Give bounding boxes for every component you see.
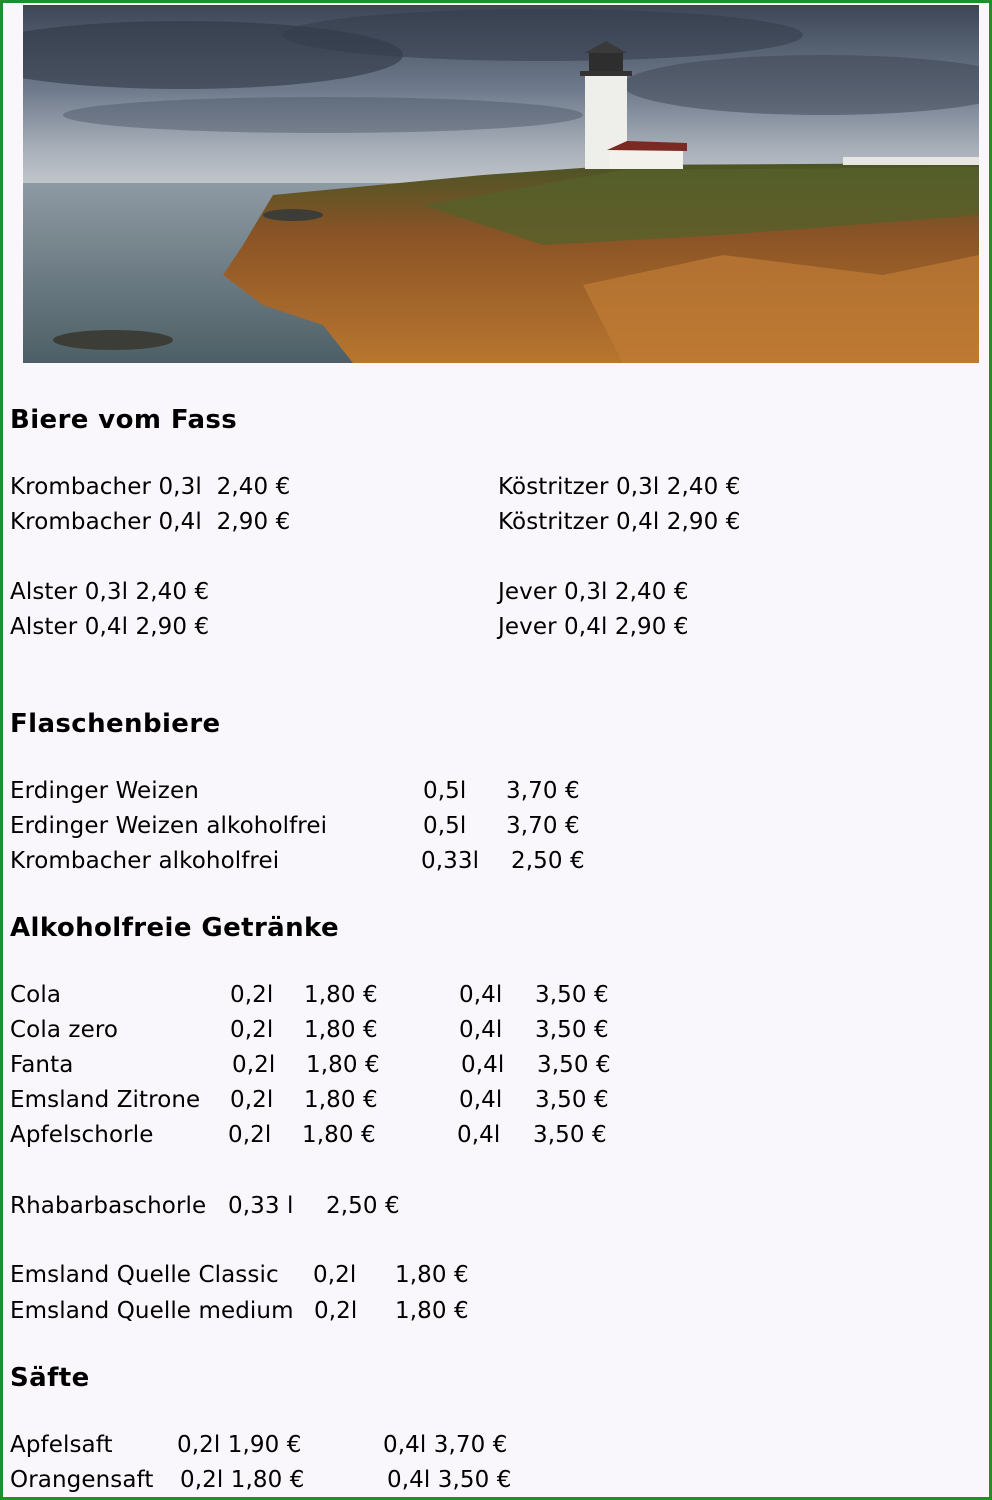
- section-heading-fassbier: Biere vom Fass: [10, 405, 238, 435]
- section-heading-flaschenbier: Flaschenbiere: [10, 709, 221, 739]
- list-item: Köstritzer 0,3l 2,40 €: [498, 474, 741, 500]
- item-price: 1,80 €: [395, 1298, 469, 1324]
- list-item: Jever 0,4l 2,90 €: [498, 614, 689, 640]
- item-size: 0,2l: [313, 1262, 357, 1288]
- item-size: 0,2l: [232, 1052, 276, 1078]
- list-item: Alster 0,4l 2,90 €: [10, 614, 210, 640]
- list-item: Krombacher 0,4l 2,90 €: [10, 509, 291, 535]
- item-price: 3,50 €: [535, 1017, 609, 1043]
- item-price: 2,50 €: [511, 848, 585, 874]
- list-item: Krombacher 0,3l 2,40 €: [10, 474, 291, 500]
- section-heading-alkoholfrei: Alkoholfreie Getränke: [10, 913, 340, 943]
- item-price: 0,4l 3,50 €: [387, 1467, 512, 1493]
- item-price: 0,2l 1,90 €: [177, 1432, 302, 1458]
- item-size: 0,2l: [230, 982, 274, 1008]
- item-price: 2,50 €: [326, 1193, 400, 1219]
- item-price: 3,50 €: [535, 1087, 609, 1113]
- item-name: Emsland Quelle Classic: [10, 1262, 279, 1288]
- item-size: 0,4l: [457, 1122, 501, 1148]
- item-size: 0,5l: [423, 813, 467, 839]
- item-price: 1,80 €: [304, 1017, 378, 1043]
- item-name: Cola: [10, 982, 62, 1008]
- item-size: 0,2l: [230, 1017, 274, 1043]
- list-item: Alster 0,3l 2,40 €: [10, 579, 210, 605]
- item-price: 3,50 €: [535, 982, 609, 1008]
- item-price: 3,70 €: [506, 813, 580, 839]
- item-size: 0,33 l: [228, 1193, 294, 1219]
- list-item: Köstritzer 0,4l 2,90 €: [498, 509, 741, 535]
- item-price: 3,70 €: [506, 778, 580, 804]
- item-name: Erdinger Weizen alkoholfrei: [10, 813, 328, 839]
- list-item: Jever 0,3l 2,40 €: [498, 579, 689, 605]
- item-name: Emsland Zitrone: [10, 1087, 201, 1113]
- lighthouse-photo: [23, 5, 979, 363]
- item-size: 0,5l: [423, 778, 467, 804]
- item-size: 0,4l: [461, 1052, 505, 1078]
- item-name: Krombacher alkoholfrei: [10, 848, 280, 874]
- item-size: 0,2l: [228, 1122, 272, 1148]
- item-price: 1,80 €: [304, 1087, 378, 1113]
- item-price: 1,80 €: [304, 982, 378, 1008]
- item-price: 1,80 €: [395, 1262, 469, 1288]
- item-price: 3,50 €: [537, 1052, 611, 1078]
- item-size: 0,4l: [459, 1087, 503, 1113]
- section-heading-saefte: Säfte: [10, 1363, 90, 1393]
- item-size: 0,4l: [459, 982, 503, 1008]
- item-name: Emsland Quelle medium: [10, 1298, 294, 1324]
- item-name: Orangensaft: [10, 1467, 154, 1493]
- item-name: Erdinger Weizen: [10, 778, 199, 804]
- item-price: 0,4l 3,70 €: [383, 1432, 508, 1458]
- item-price: 3,50 €: [533, 1122, 607, 1148]
- item-size: 0,33l: [421, 848, 480, 874]
- item-size: 0,2l: [230, 1087, 274, 1113]
- item-size: 0,2l: [314, 1298, 358, 1324]
- item-size: 0,4l: [459, 1017, 503, 1043]
- item-price: 1,80 €: [302, 1122, 376, 1148]
- item-price: 0,2l 1,80 €: [180, 1467, 305, 1493]
- item-name: Apfelsaft: [10, 1432, 113, 1458]
- item-name: Cola zero: [10, 1017, 119, 1043]
- item-name: Apfelschorle: [10, 1122, 154, 1148]
- item-name: Fanta: [10, 1052, 74, 1078]
- item-name: Rhabarbaschorle: [10, 1193, 207, 1219]
- item-price: 1,80 €: [306, 1052, 380, 1078]
